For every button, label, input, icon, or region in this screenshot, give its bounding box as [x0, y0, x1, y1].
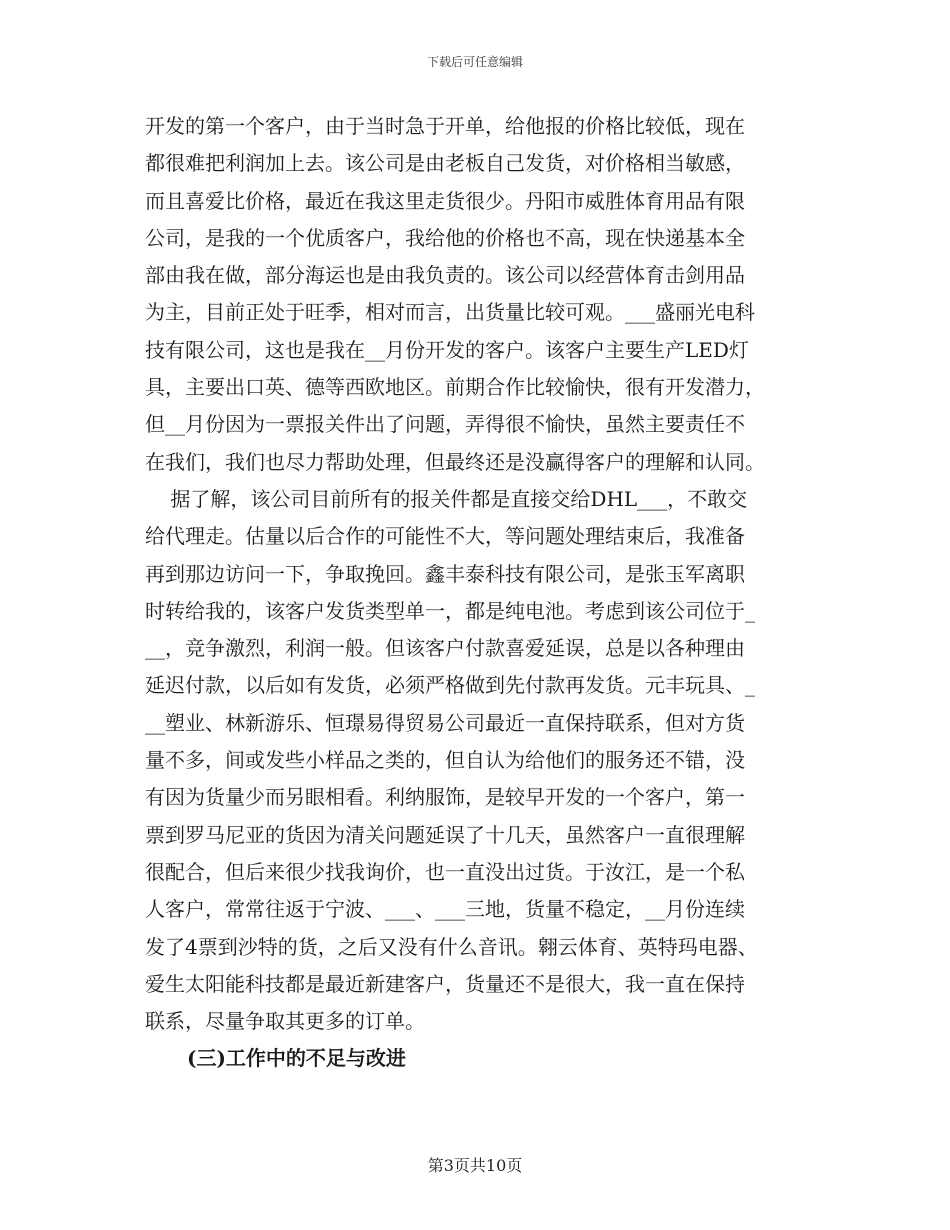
page-header: 下载后可任意编辑	[426, 55, 523, 69]
body-line: 量不多，间或发些小样品之类的，但自认为给他们的服务还不错，没	[145, 748, 745, 773]
body-line: 技有限公司，这也是我在__月份开发的客户。该客户主要生产LED灯	[145, 337, 749, 362]
body-line: 开发的第一个客户，由于当时急于开单，给他报的价格比较低，现在	[145, 114, 745, 138]
body-line: 人客户，常常往返于宁波、___、___三地，货量不稳定，__月份连续	[145, 897, 745, 922]
body-line: __塑业、林新游乐、恒璟易得贸易公司最近一直保持联系，但对方货	[145, 710, 745, 735]
body-line: 给代理走。估量以后合作的可能性不大，等问题处理结束后，我准备	[145, 524, 745, 549]
body-line: 有因为货量少而另眼相看。利纳服饰，是较早开发的一个客户，第一	[145, 785, 745, 810]
section-heading: (三)工作中的不足与改进	[187, 1046, 406, 1071]
body-line: __，竞争激烈，利润一般。但该客户付款喜爱延误，总是以各种理由	[145, 636, 745, 661]
body-line: 票到罗马尼亚的货因为清关问题延误了十几天，虽然客户一直很理解	[145, 822, 745, 847]
body-line: 都很难把利润加上去。该公司是由老板自己发货，对价格相当敏感，	[145, 151, 745, 176]
body-line: 而且喜爱比价格，最近在我这里走货很少。丹阳市威胜体育用品有限	[145, 188, 745, 213]
document-body	[145, 108, 813, 1078]
body-line: 时转给我的，该客户发货类型单一，都是纯电池。考虑到该公司位于_	[145, 598, 755, 623]
body-line: 据了解，该公司目前所有的报关件都是直接交给DHL___，不敢交	[145, 486, 748, 511]
body-line: 发了4票到沙特的货，之后又没有什么音讯。翱云体育、英特玛电器、	[145, 934, 758, 959]
body-line: 爱生太阳能科技都是最近新建客户，货量还不是很大，我一直在保持	[145, 971, 745, 996]
body-line: 延迟付款，以后如有发货，必须严格做到先付款再发货。元丰玩具、_	[145, 673, 755, 698]
body-line: 为主，目前正处于旺季，相对而言，出货量比较可观。___盛丽光电科	[145, 300, 755, 325]
body-line: 再到那边访问一下，争取挽回。鑫丰泰科技有限公司，是张玉军离职	[145, 561, 745, 586]
page-footer: 第3页共10页	[427, 1156, 523, 1175]
body-line: 联系，尽量争取其更多的订单。	[145, 1009, 425, 1034]
body-line: 在我们，我们也尽力帮助处理，但最终还是没赢得客户的理解和认同。	[145, 449, 765, 474]
body-line: 但__月份因为一票报关件出了问题，弄得很不愉快，虽然主要责任不	[145, 412, 745, 437]
body-line: 公司，是我的一个优质客户，我给他的价格也不高，现在快递基本全	[145, 225, 745, 250]
body-line: 具，主要出口英、德等西欧地区。前期合作比较愉快，很有开发潜力，	[145, 375, 765, 400]
body-line: 很配合，但后来很少找我询价，也一直没出过货。于汝江，是一个私	[145, 859, 745, 884]
body-line: 部由我在做，部分海运也是由我负责的。该公司以经营体育击剑用品	[145, 263, 745, 288]
